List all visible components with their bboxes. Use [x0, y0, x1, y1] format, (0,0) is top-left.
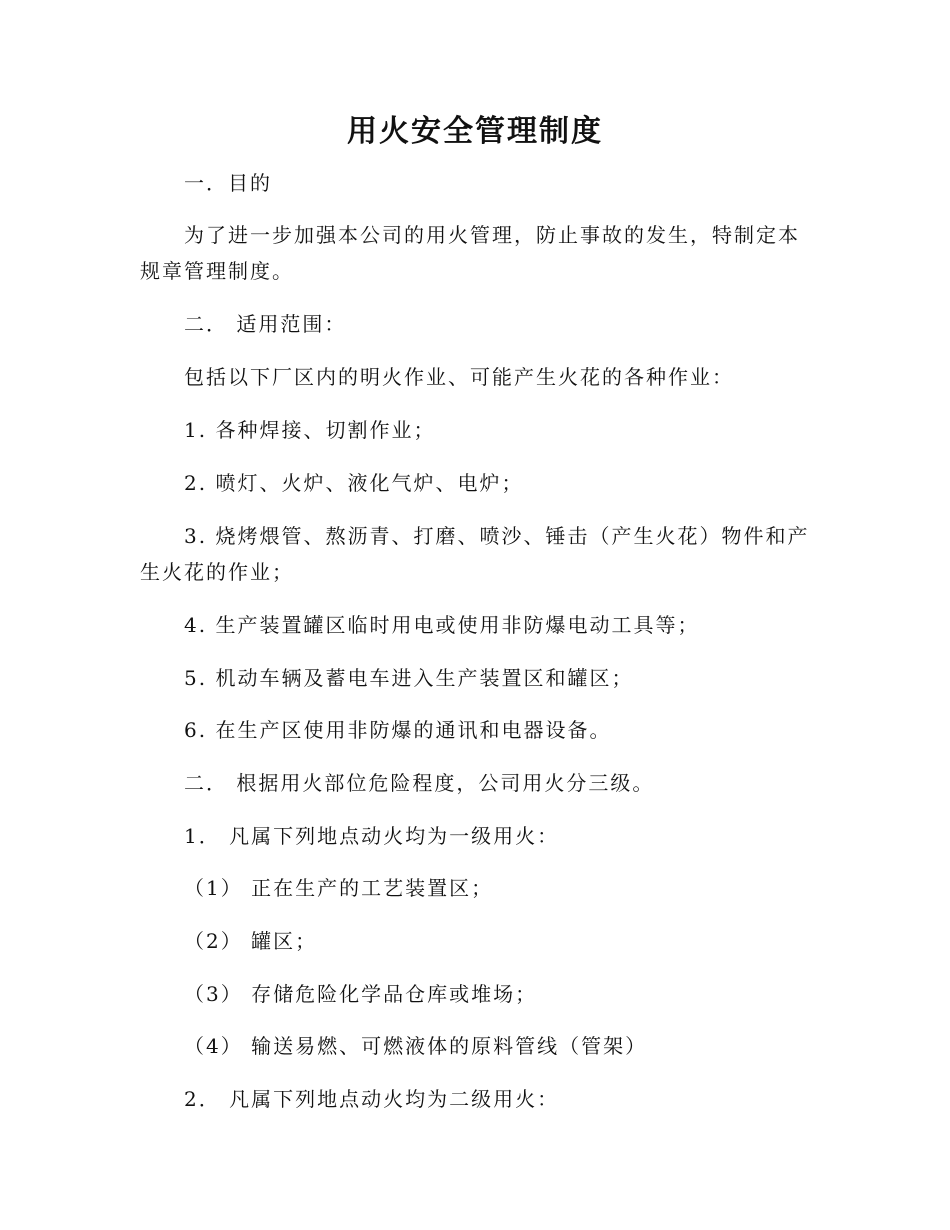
- document-title: 用火安全管理制度: [347, 114, 603, 149]
- paragraph-level-two: 2． 凡属下列地点动火均为二级用火：: [184, 1087, 560, 1111]
- paragraph-purpose: 为了进一步加强本公司的用火管理，防止事故的发生，特制定本规章管理制度。: [140, 223, 800, 283]
- list-item-scope-5: 5. 机动车辆及蓄电车进入生产装置区和罐区；: [184, 666, 634, 690]
- list-item-level-one-4: （4） 输送易燃、可燃液体的原料管线（管架）: [184, 1034, 648, 1058]
- paragraph-scope-intro: 包括以下厂区内的明火作业、可能产生火花的各种作业：: [184, 365, 734, 389]
- list-item-level-one-1: （1） 正在生产的工艺装置区；: [184, 876, 494, 900]
- list-item-scope-6: 6. 在生产区使用非防爆的通讯和电器设备。: [184, 718, 612, 742]
- list-item-level-one-2: （2） 罐区；: [184, 929, 318, 953]
- list-item-scope-2: 2. 喷灯、火炉、液化气炉、电炉；: [184, 471, 524, 495]
- list-item-scope-3: 3. 烧烤煨管、熬沥青、打磨、喷沙、锤击（产生火花）物件和产生火花的作业；: [140, 524, 810, 584]
- paragraph-level-one: 1． 凡属下列地点动火均为一级用火：: [184, 824, 560, 848]
- section-heading-scope: 二． 适用范围：: [184, 312, 347, 336]
- list-item-scope-1: 1. 各种焊接、切割作业；: [184, 418, 436, 442]
- list-item-scope-4: 4. 生产装置罐区临时用电或使用非防爆电动工具等；: [184, 613, 700, 637]
- section-heading-purpose: 一．目的: [184, 171, 272, 195]
- list-item-level-one-3: （3） 存储危险化学品仓库或堆场；: [184, 982, 538, 1006]
- section-heading-levels: 二． 根据用火部位危险程度，公司用火分三级。: [184, 771, 655, 795]
